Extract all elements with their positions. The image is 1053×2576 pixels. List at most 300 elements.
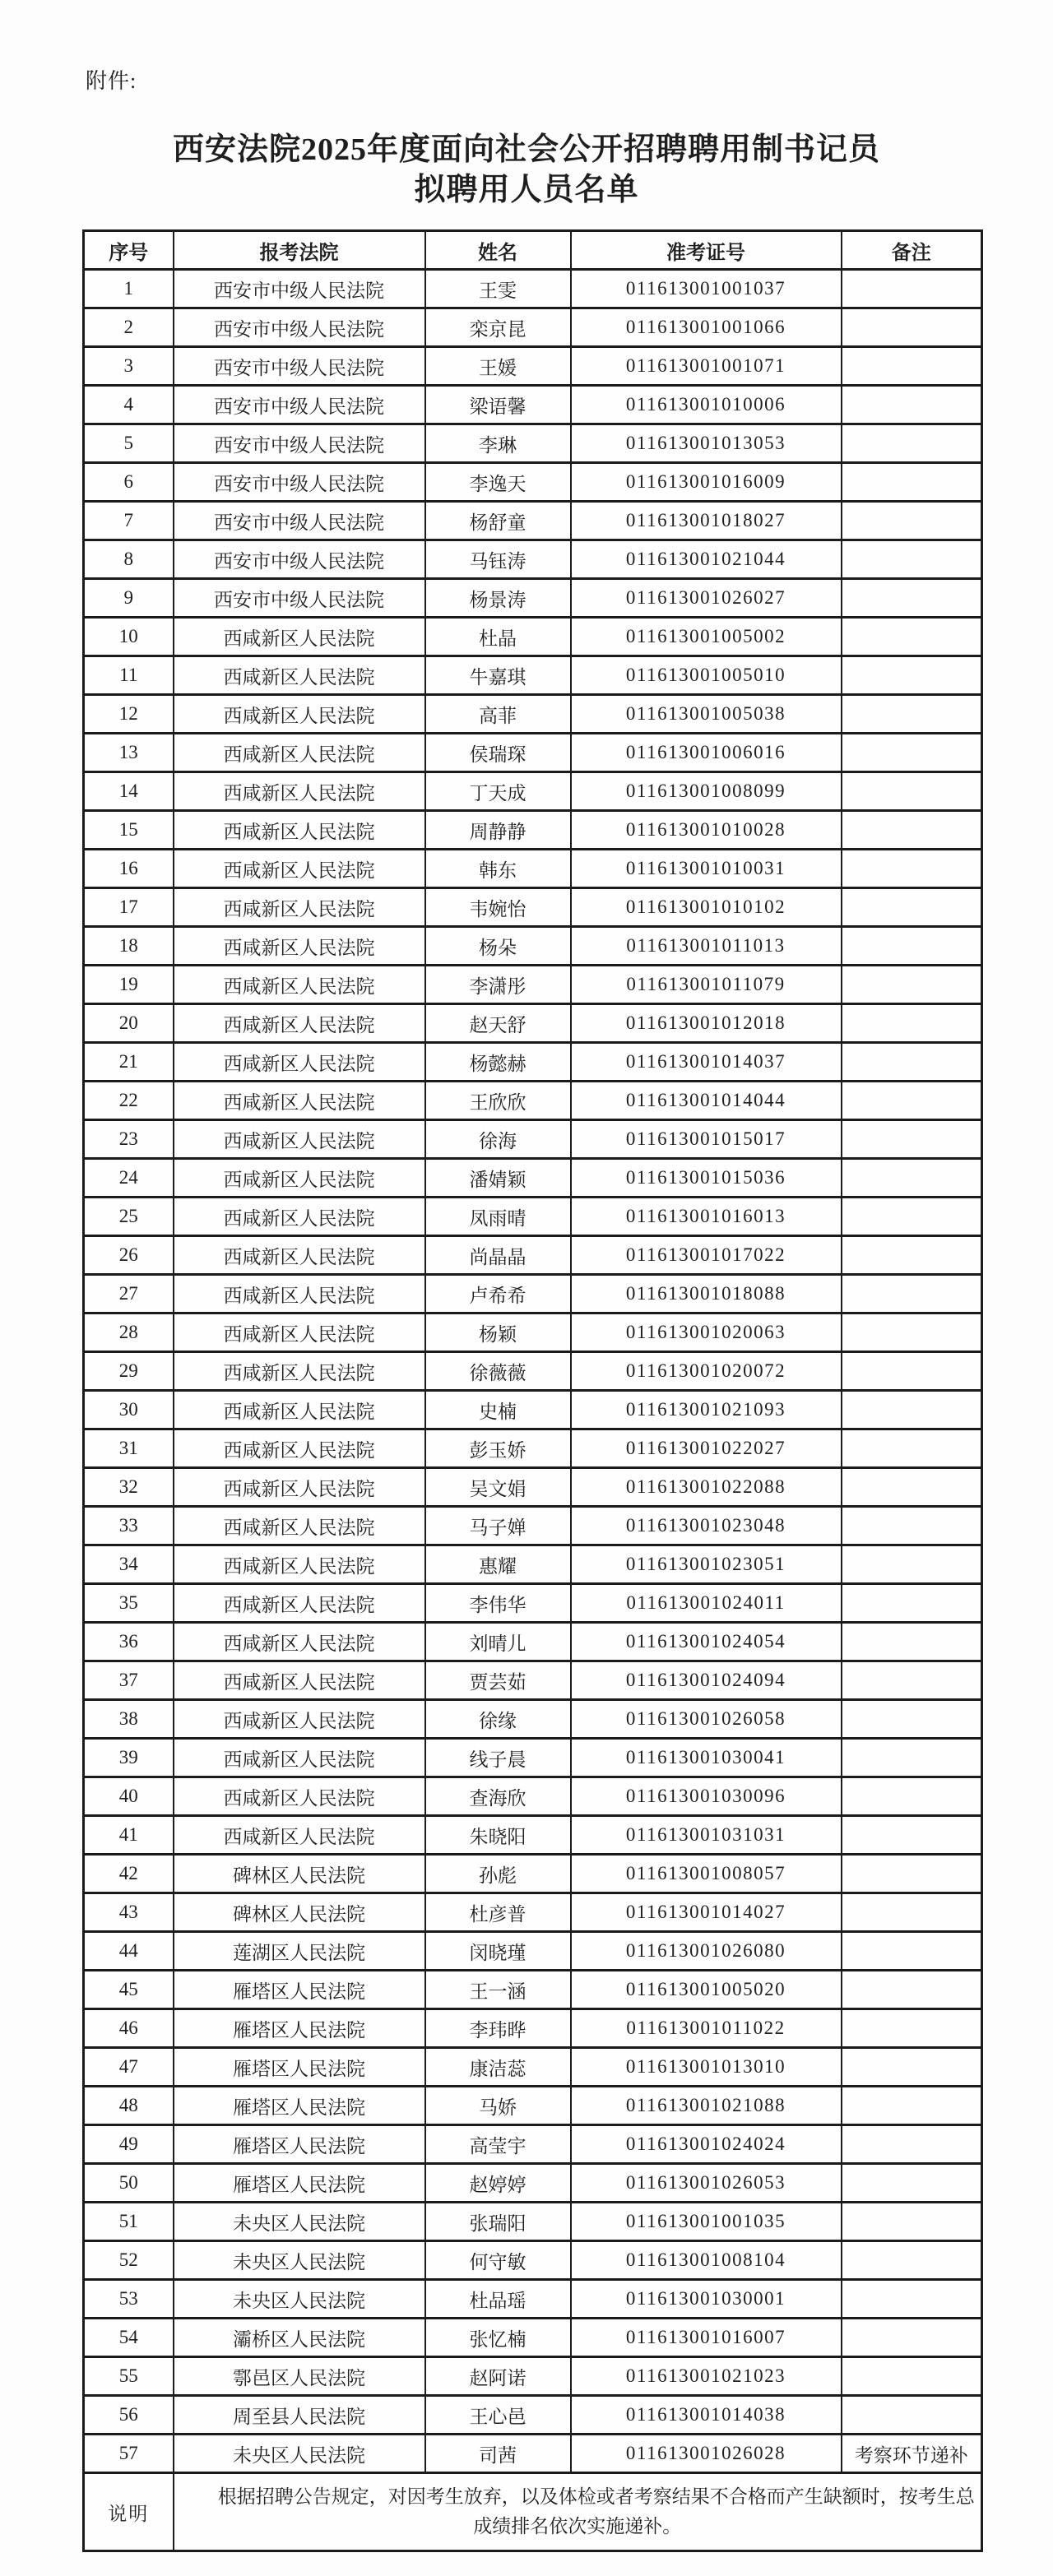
cell-ticket: 011613001015036 xyxy=(571,1159,842,1198)
cell-name: 徐缘 xyxy=(425,1700,571,1739)
cell-no: 17 xyxy=(84,888,174,927)
cell-name: 李逸天 xyxy=(425,463,571,502)
cell-remark xyxy=(842,772,982,811)
cell-name: 赵阿诺 xyxy=(425,2357,571,2396)
cell-name: 赵天舒 xyxy=(425,1004,571,1043)
cell-ticket: 011613001020072 xyxy=(571,1352,842,1391)
cell-name: 杨舒童 xyxy=(425,502,571,540)
cell-ticket: 011613001012018 xyxy=(571,1004,842,1043)
cell-remark xyxy=(842,2203,982,2241)
cell-court: 西咸新区人民法院 xyxy=(174,1816,425,1855)
cell-no: 5 xyxy=(84,424,174,463)
cell-ticket: 011613001021093 xyxy=(571,1391,842,1429)
cell-court: 西咸新区人民法院 xyxy=(174,1159,425,1198)
cell-court: 西咸新区人民法院 xyxy=(174,1545,425,1584)
cell-court: 西安市中级人民法院 xyxy=(174,270,425,308)
table-row xyxy=(84,2241,982,2280)
cell-remark xyxy=(842,1507,982,1545)
cell-name: 马娇 xyxy=(425,2087,571,2125)
cell-no: 46 xyxy=(84,2009,174,2048)
cell-no: 20 xyxy=(84,1004,174,1043)
cell-no: 25 xyxy=(84,1198,174,1236)
cell-court: 西咸新区人民法院 xyxy=(174,1004,425,1043)
cell-name: 杨景涛 xyxy=(425,579,571,618)
table-row xyxy=(84,2319,982,2357)
cell-name: 杨颖 xyxy=(425,1313,571,1352)
table-row xyxy=(84,1082,982,1120)
table-row xyxy=(84,1159,982,1198)
cell-no: 54 xyxy=(84,2319,174,2357)
cell-remark xyxy=(842,1893,982,1932)
cell-ticket: 011613001001066 xyxy=(571,308,842,347)
cell-no: 14 xyxy=(84,772,174,811)
cell-ticket: 011613001011022 xyxy=(571,2009,842,2048)
cell-no: 39 xyxy=(84,1739,174,1777)
cell-ticket: 011613001022027 xyxy=(571,1429,842,1468)
cell-ticket: 011613001017022 xyxy=(571,1236,842,1275)
cell-remark: 考察环节递补 xyxy=(842,2435,982,2473)
cell-court: 西咸新区人民法院 xyxy=(174,1236,425,1275)
cell-ticket: 011613001026053 xyxy=(571,2164,842,2203)
cell-remark xyxy=(842,1198,982,1236)
cell-ticket: 011613001018027 xyxy=(571,502,842,540)
cell-court: 未央区人民法院 xyxy=(174,2203,425,2241)
cell-no: 44 xyxy=(84,1932,174,1971)
cell-remark xyxy=(842,463,982,502)
cell-name: 王雯 xyxy=(425,270,571,308)
cell-remark xyxy=(842,656,982,695)
cell-court: 莲湖区人民法院 xyxy=(174,1932,425,1971)
cell-remark xyxy=(842,2280,982,2319)
cell-name: 司茜 xyxy=(425,2435,571,2473)
cell-no: 51 xyxy=(84,2203,174,2241)
cell-remark xyxy=(842,1971,982,2009)
table-row xyxy=(84,1429,982,1468)
cell-ticket: 011613001010031 xyxy=(571,850,842,888)
cell-court: 西咸新区人民法院 xyxy=(174,695,425,734)
table-row xyxy=(84,1507,982,1545)
cell-name: 闵晓瑾 xyxy=(425,1932,571,1971)
cell-ticket: 011613001016009 xyxy=(571,463,842,502)
cell-no: 30 xyxy=(84,1391,174,1429)
table-row xyxy=(84,1391,982,1429)
cell-no: 55 xyxy=(84,2357,174,2396)
cell-name: 栾京昆 xyxy=(425,308,571,347)
attachment-label: 附件: xyxy=(86,69,137,93)
cell-court: 西咸新区人民法院 xyxy=(174,618,425,656)
cell-ticket: 011613001021023 xyxy=(571,2357,842,2396)
cell-remark xyxy=(842,1545,982,1584)
cell-remark xyxy=(842,1275,982,1313)
cell-no: 7 xyxy=(84,502,174,540)
cell-remark xyxy=(842,1855,982,1893)
page-title-line2: 拟聘用人员名单 xyxy=(414,173,639,207)
cell-no: 29 xyxy=(84,1352,174,1391)
cell-no: 1 xyxy=(84,270,174,308)
cell-remark xyxy=(842,1159,982,1198)
table-row xyxy=(84,1739,982,1777)
cell-remark xyxy=(842,1429,982,1468)
cell-remark xyxy=(842,695,982,734)
cell-no: 57 xyxy=(84,2435,174,2473)
table-row xyxy=(84,656,982,695)
cell-court: 西咸新区人民法院 xyxy=(174,1313,425,1352)
cell-name: 王一涵 xyxy=(425,1971,571,2009)
cell-remark xyxy=(842,386,982,424)
cell-remark xyxy=(842,1391,982,1429)
table-row xyxy=(84,2203,982,2241)
cell-court: 西咸新区人民法院 xyxy=(174,1507,425,1545)
cell-court: 西安市中级人民法院 xyxy=(174,579,425,618)
cell-name: 梁语馨 xyxy=(425,386,571,424)
table-row xyxy=(84,1313,982,1352)
cell-no: 45 xyxy=(84,1971,174,2009)
cell-name: 杨懿赫 xyxy=(425,1043,571,1082)
cell-name: 线子晨 xyxy=(425,1739,571,1777)
cell-ticket: 011613001016013 xyxy=(571,1198,842,1236)
cell-no: 47 xyxy=(84,2048,174,2087)
cell-remark xyxy=(842,1777,982,1816)
table-row xyxy=(84,618,982,656)
cell-ticket: 011613001022088 xyxy=(571,1468,842,1507)
column-header: 备注 xyxy=(842,231,982,270)
cell-name: 尚晶晶 xyxy=(425,1236,571,1275)
table-row xyxy=(84,463,982,502)
table-row xyxy=(84,540,982,579)
cell-no: 15 xyxy=(84,811,174,850)
cell-name: 杜晶 xyxy=(425,618,571,656)
cell-court: 西安市中级人民法院 xyxy=(174,386,425,424)
note-label: 说明 xyxy=(84,2473,174,2551)
cell-ticket: 011613001026058 xyxy=(571,1700,842,1739)
cell-remark xyxy=(842,2396,982,2435)
cell-court: 雁塔区人民法院 xyxy=(174,2048,425,2087)
cell-court: 西咸新区人民法院 xyxy=(174,1623,425,1661)
cell-remark xyxy=(842,1082,982,1120)
hire-list-table xyxy=(82,229,983,2552)
cell-ticket: 011613001016007 xyxy=(571,2319,842,2357)
cell-no: 16 xyxy=(84,850,174,888)
table-row xyxy=(84,1545,982,1584)
cell-name: 高菲 xyxy=(425,695,571,734)
cell-remark xyxy=(842,927,982,966)
cell-no: 19 xyxy=(84,966,174,1004)
cell-no: 11 xyxy=(84,656,174,695)
cell-remark xyxy=(842,308,982,347)
cell-ticket: 011613001008099 xyxy=(571,772,842,811)
cell-ticket: 011613001024011 xyxy=(571,1584,842,1623)
cell-no: 23 xyxy=(84,1120,174,1159)
cell-court: 西咸新区人民法院 xyxy=(174,966,425,1004)
cell-remark xyxy=(842,888,982,927)
cell-ticket: 011613001026027 xyxy=(571,579,842,618)
table-row xyxy=(84,772,982,811)
table-row xyxy=(84,424,982,463)
note-text: 根据招聘公告规定，对因考生放弃，以及体检或者考察结果不合格而产生缺额时，按考生总成绩排名依次实施递补。 xyxy=(217,2486,975,2537)
column-header: 报考法院 xyxy=(174,231,425,270)
cell-name: 张瑞阳 xyxy=(425,2203,571,2241)
table-row xyxy=(84,927,982,966)
cell-name: 王心邑 xyxy=(425,2396,571,2435)
cell-court: 西咸新区人民法院 xyxy=(174,1739,425,1777)
cell-court: 西咸新区人民法院 xyxy=(174,656,425,695)
cell-remark xyxy=(842,502,982,540)
table-row xyxy=(84,2396,982,2435)
table-row xyxy=(84,2435,982,2473)
cell-court: 西咸新区人民法院 xyxy=(174,1352,425,1391)
cell-court: 西安市中级人民法院 xyxy=(174,540,425,579)
cell-name: 李琳 xyxy=(425,424,571,463)
cell-no: 31 xyxy=(84,1429,174,1468)
cell-remark xyxy=(842,1236,982,1275)
cell-name: 卢希希 xyxy=(425,1275,571,1313)
cell-court: 西咸新区人民法院 xyxy=(174,1661,425,1700)
cell-no: 36 xyxy=(84,1623,174,1661)
cell-no: 3 xyxy=(84,347,174,386)
cell-no: 9 xyxy=(84,579,174,618)
cell-ticket: 011613001013053 xyxy=(571,424,842,463)
cell-no: 52 xyxy=(84,2241,174,2280)
table-row xyxy=(84,2087,982,2125)
cell-remark xyxy=(842,1739,982,1777)
cell-court: 西咸新区人民法院 xyxy=(174,1391,425,1429)
table-row xyxy=(84,1275,982,1313)
cell-court: 周至县人民法院 xyxy=(174,2396,425,2435)
cell-remark xyxy=(842,2087,982,2125)
cell-name: 王欣欣 xyxy=(425,1082,571,1120)
cell-ticket: 011613001006016 xyxy=(571,734,842,772)
table-row xyxy=(84,2280,982,2319)
cell-remark xyxy=(842,1700,982,1739)
cell-ticket: 011613001014044 xyxy=(571,1082,842,1120)
cell-ticket: 011613001010006 xyxy=(571,386,842,424)
cell-remark xyxy=(842,1623,982,1661)
cell-no: 18 xyxy=(84,927,174,966)
cell-remark xyxy=(842,1313,982,1352)
cell-ticket: 011613001023048 xyxy=(571,1507,842,1545)
cell-court: 西咸新区人民法院 xyxy=(174,1429,425,1468)
table-row xyxy=(84,2164,982,2203)
cell-remark xyxy=(842,2009,982,2048)
cell-no: 48 xyxy=(84,2087,174,2125)
cell-court: 西安市中级人民法院 xyxy=(174,502,425,540)
note-row xyxy=(84,2473,982,2551)
cell-ticket: 011613001001037 xyxy=(571,270,842,308)
cell-no: 8 xyxy=(84,540,174,579)
cell-name: 孙彪 xyxy=(425,1855,571,1893)
table-row xyxy=(84,2125,982,2164)
cell-court: 西咸新区人民法院 xyxy=(174,811,425,850)
cell-ticket: 011613001031031 xyxy=(571,1816,842,1855)
table-row xyxy=(84,1932,982,1971)
table-row xyxy=(84,2357,982,2396)
cell-no: 50 xyxy=(84,2164,174,2203)
cell-remark xyxy=(842,540,982,579)
cell-court: 西咸新区人民法院 xyxy=(174,1777,425,1816)
cell-remark xyxy=(842,1120,982,1159)
cell-no: 13 xyxy=(84,734,174,772)
cell-no: 49 xyxy=(84,2125,174,2164)
cell-no: 41 xyxy=(84,1816,174,1855)
cell-name: 史楠 xyxy=(425,1391,571,1429)
cell-name: 徐海 xyxy=(425,1120,571,1159)
cell-no: 37 xyxy=(84,1661,174,1700)
table-row xyxy=(84,1004,982,1043)
cell-ticket: 011613001008057 xyxy=(571,1855,842,1893)
cell-remark xyxy=(842,1816,982,1855)
cell-ticket: 011613001001035 xyxy=(571,2203,842,2241)
table-row xyxy=(84,1623,982,1661)
cell-name: 何守敏 xyxy=(425,2241,571,2280)
cell-remark xyxy=(842,347,982,386)
cell-court: 鄠邑区人民法院 xyxy=(174,2357,425,2396)
cell-court: 西咸新区人民法院 xyxy=(174,1043,425,1082)
cell-ticket: 011613001013010 xyxy=(571,2048,842,2087)
cell-no: 28 xyxy=(84,1313,174,1352)
cell-name: 凤雨晴 xyxy=(425,1198,571,1236)
table-row xyxy=(84,1043,982,1082)
cell-court: 西安市中级人民法院 xyxy=(174,347,425,386)
cell-court: 未央区人民法院 xyxy=(174,2280,425,2319)
cell-no: 22 xyxy=(84,1082,174,1120)
header-row xyxy=(84,231,982,270)
cell-name: 马子婵 xyxy=(425,1507,571,1545)
table-row xyxy=(84,888,982,927)
cell-court: 西咸新区人民法院 xyxy=(174,1120,425,1159)
table-row xyxy=(84,308,982,347)
cell-court: 西咸新区人民法院 xyxy=(174,850,425,888)
note-text-cell xyxy=(174,2473,982,2551)
cell-name: 马钰涛 xyxy=(425,540,571,579)
table-row xyxy=(84,1120,982,1159)
table-row xyxy=(84,579,982,618)
cell-name: 贾芸茹 xyxy=(425,1661,571,1700)
table-row xyxy=(84,2048,982,2087)
cell-ticket: 011613001021044 xyxy=(571,540,842,579)
cell-remark xyxy=(842,424,982,463)
cell-remark xyxy=(842,270,982,308)
cell-ticket: 011613001030096 xyxy=(571,1777,842,1816)
cell-ticket: 011613001014038 xyxy=(571,2396,842,2435)
cell-remark xyxy=(842,2241,982,2280)
cell-ticket: 011613001026080 xyxy=(571,1932,842,1971)
cell-name: 朱晓阳 xyxy=(425,1816,571,1855)
table-row xyxy=(84,502,982,540)
table-row xyxy=(84,1855,982,1893)
cell-name: 张忆楠 xyxy=(425,2319,571,2357)
cell-name: 杨朵 xyxy=(425,927,571,966)
cell-no: 12 xyxy=(84,695,174,734)
table-row xyxy=(84,270,982,308)
cell-no: 43 xyxy=(84,1893,174,1932)
cell-no: 40 xyxy=(84,1777,174,1816)
cell-court: 西咸新区人民法院 xyxy=(174,1700,425,1739)
cell-ticket: 011613001024094 xyxy=(571,1661,842,1700)
cell-name: 杜品瑶 xyxy=(425,2280,571,2319)
table-row xyxy=(84,966,982,1004)
cell-name: 康洁蕊 xyxy=(425,2048,571,2087)
cell-court: 西咸新区人民法院 xyxy=(174,1468,425,1507)
cell-no: 32 xyxy=(84,1468,174,1507)
table-row xyxy=(84,386,982,424)
cell-name: 李伟华 xyxy=(425,1584,571,1623)
table-row xyxy=(84,1198,982,1236)
cell-court: 西安市中级人民法院 xyxy=(174,424,425,463)
cell-name: 赵婷婷 xyxy=(425,2164,571,2203)
cell-name: 高莹宇 xyxy=(425,2125,571,2164)
cell-ticket: 011613001011079 xyxy=(571,966,842,1004)
cell-ticket: 011613001011013 xyxy=(571,927,842,966)
cell-remark xyxy=(842,734,982,772)
cell-remark xyxy=(842,966,982,1004)
cell-name: 侯瑞琛 xyxy=(425,734,571,772)
table-body xyxy=(84,270,982,2473)
cell-court: 西咸新区人民法院 xyxy=(174,734,425,772)
cell-court: 西安市中级人民法院 xyxy=(174,463,425,502)
cell-name: 周静静 xyxy=(425,811,571,850)
cell-no: 34 xyxy=(84,1545,174,1584)
cell-ticket: 011613001023051 xyxy=(571,1545,842,1584)
cell-no: 27 xyxy=(84,1275,174,1313)
cell-name: 李玮晔 xyxy=(425,2009,571,2048)
cell-court: 灞桥区人民法院 xyxy=(174,2319,425,2357)
cell-name: 王媛 xyxy=(425,347,571,386)
cell-ticket: 011613001030041 xyxy=(571,1739,842,1777)
table-row xyxy=(84,850,982,888)
table-row xyxy=(84,1700,982,1739)
cell-court: 碑林区人民法院 xyxy=(174,1893,425,1932)
cell-name: 李潇彤 xyxy=(425,966,571,1004)
cell-court: 雁塔区人民法院 xyxy=(174,2009,425,2048)
cell-no: 38 xyxy=(84,1700,174,1739)
cell-no: 53 xyxy=(84,2280,174,2319)
cell-remark xyxy=(842,1004,982,1043)
cell-court: 雁塔区人民法院 xyxy=(174,2125,425,2164)
cell-ticket: 011613001014037 xyxy=(571,1043,842,1082)
cell-name: 查海欣 xyxy=(425,1777,571,1816)
cell-remark xyxy=(842,1043,982,1082)
cell-no: 2 xyxy=(84,308,174,347)
table-row xyxy=(84,1816,982,1855)
cell-remark xyxy=(842,2164,982,2203)
cell-no: 4 xyxy=(84,386,174,424)
cell-name: 丁天成 xyxy=(425,772,571,811)
cell-court: 雁塔区人民法院 xyxy=(174,1971,425,2009)
cell-ticket: 011613001026028 xyxy=(571,2435,842,2473)
cell-court: 未央区人民法院 xyxy=(174,2241,425,2280)
cell-remark xyxy=(842,2125,982,2164)
table-row xyxy=(84,1468,982,1507)
cell-court: 西咸新区人民法院 xyxy=(174,1584,425,1623)
cell-court: 西咸新区人民法院 xyxy=(174,1082,425,1120)
column-header: 序号 xyxy=(84,231,174,270)
cell-ticket: 011613001010102 xyxy=(571,888,842,927)
cell-court: 西咸新区人民法院 xyxy=(174,1275,425,1313)
cell-name: 刘晴儿 xyxy=(425,1623,571,1661)
cell-no: 26 xyxy=(84,1236,174,1275)
cell-remark xyxy=(842,2048,982,2087)
table-row xyxy=(84,1661,982,1700)
cell-ticket: 011613001014027 xyxy=(571,1893,842,1932)
cell-no: 10 xyxy=(84,618,174,656)
cell-no: 6 xyxy=(84,463,174,502)
cell-no: 56 xyxy=(84,2396,174,2435)
cell-court: 西咸新区人民法院 xyxy=(174,888,425,927)
cell-court: 西咸新区人民法院 xyxy=(174,772,425,811)
cell-ticket: 011613001015017 xyxy=(571,1120,842,1159)
cell-ticket: 011613001005002 xyxy=(571,618,842,656)
cell-ticket: 011613001020063 xyxy=(571,1313,842,1352)
